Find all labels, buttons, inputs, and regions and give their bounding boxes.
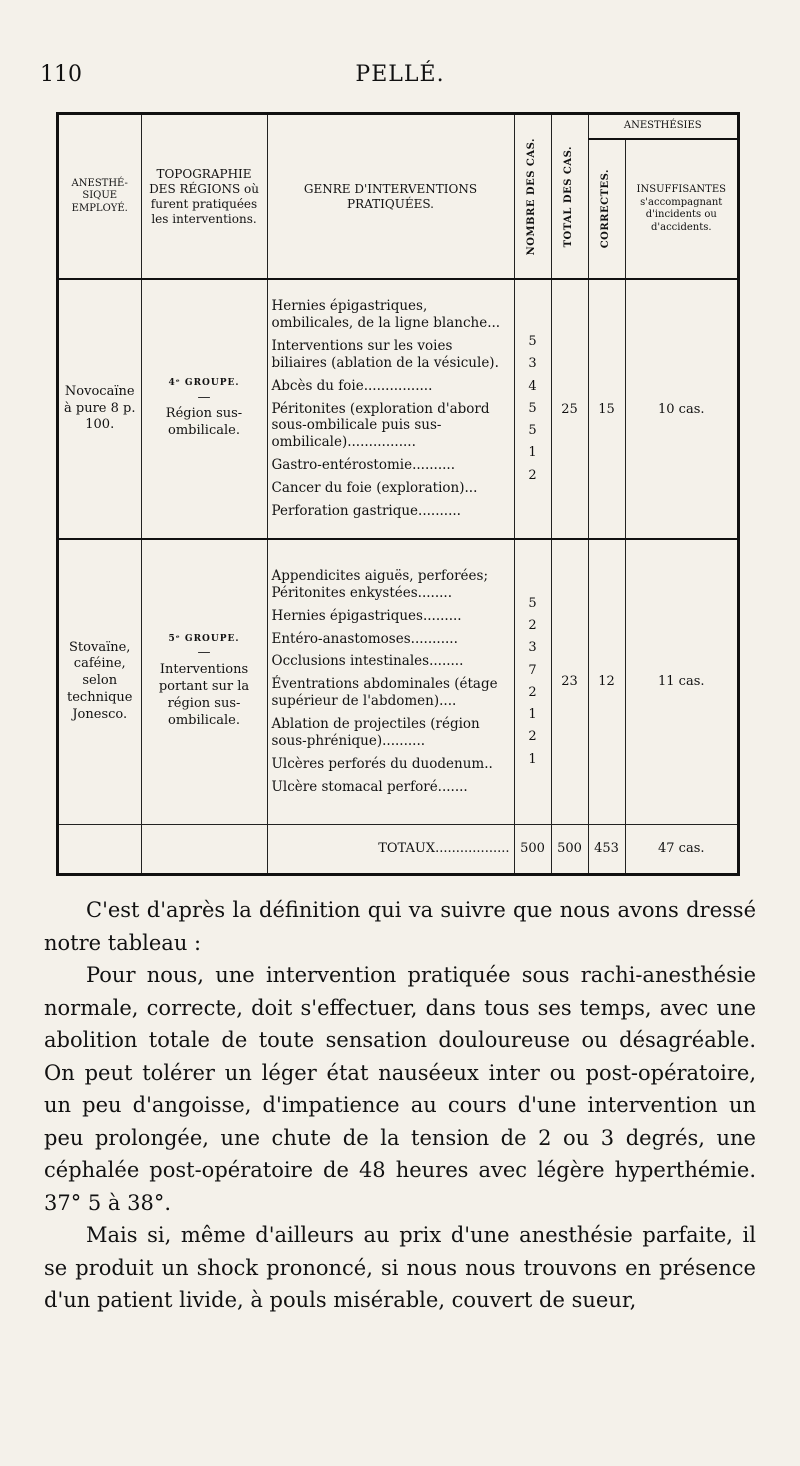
header-topographie: TOPOGRAPHIE DES RÉGIONS où furent pratiquées les interventions.	[141, 115, 267, 279]
totals-insuffisantes: 47 cas.	[625, 824, 737, 873]
header-total: TOTAL DES CAS.	[563, 145, 575, 248]
totals-total: 500	[551, 824, 588, 873]
region-label: Région sus-ombilicale.	[165, 406, 243, 439]
case-count: 4	[528, 378, 537, 394]
list-item: Ablation de projectiles (région sous-phrénique)..........	[271, 716, 480, 749]
statistics-table	[56, 112, 740, 876]
group-insuffisantes: 11 cas.	[658, 674, 705, 690]
header-anesthesique: ANESTHÉ-SIQUE EMPLOYÉ.	[59, 115, 141, 279]
case-count: 5	[528, 334, 537, 350]
group-total: 23	[551, 539, 588, 824]
list-item: Éventrations abdominales (étage supérieur de l'abdomen)....	[271, 676, 498, 710]
case-count: 1	[528, 707, 537, 722]
case-count: 2	[528, 467, 537, 483]
case-count: 2	[528, 618, 537, 633]
group-insuffisantes: 10 cas.	[625, 279, 737, 539]
list-item: Gastro-entérostomie..........	[271, 457, 456, 474]
group-correctes: 15	[588, 279, 625, 539]
totals-row	[59, 824, 737, 873]
group-row-4: Novocaïne à pure 8 p. 100. 4ᵉ GROUPE. — Région sus-ombilicale. Hernies épigastriques, ombilicales, de la ligne blanche... Interventions sur les voies biliaires (ablation de la vésicule). Abcès du foie................ Péritonites (exploration d'abord sous-ombilicale puis sus-ombilicale)................ Gastro-entérostomie.......... Cancer du foie (exploration)... Perforation gastrique.......... 5 3 4 5 5 1 2 25 15 10 cas.	[59, 279, 737, 539]
list-item: Interventions sur les voies biliaires (ablation de la vésicule).	[271, 337, 499, 371]
header-correctes: CORRECTES.	[600, 169, 612, 249]
list-item: Péritonites (exploration d'abord sous-ombilicale puis sus-ombilicale)................	[271, 400, 490, 451]
header-genre: GENRE D'INTERVENTIONS PRATIQUÉES.	[267, 115, 514, 279]
case-count: 7	[528, 662, 537, 678]
page-number: 110	[40, 62, 82, 87]
case-count: 5	[528, 595, 537, 611]
case-count: 3	[528, 640, 537, 656]
list-item: Occlusions intestinales........	[271, 653, 464, 670]
header-anesthesies: ANESTHÉSIES	[588, 115, 737, 139]
list-item: Perforation gastrique..........	[271, 502, 461, 519]
running-head: PELLÉ.	[355, 62, 445, 87]
list-item: Cancer du foie (exploration)...	[271, 480, 478, 497]
body-text	[44, 894, 756, 1317]
paragraph: Mais si, même d'ailleurs au prix d'une anesthésie parfaite, il se produit un shock prononcé, si nous nous trouvons en présence d'un patient livide, à pouls misérable, couvert de sueur,	[44, 1223, 756, 1312]
list-item: Ulcères perforés du duodenum..	[271, 755, 493, 772]
case-count: 5	[528, 400, 537, 416]
case-count: 5	[528, 423, 537, 439]
list-item: Entéro-anastomoses...........	[271, 630, 458, 647]
list-item: Hernies épigastriques.........	[271, 607, 462, 624]
anesthesique-cell: Stovaïne, caféine, selon technique Jonesco.	[59, 539, 141, 824]
list-item: Appendicites aiguës, perforées; Péritonites enkystées........	[271, 567, 489, 601]
group-label: 4ᵉ GROUPE.	[168, 377, 240, 388]
paragraph: C'est d'après la définition qui va suivre que nous avons dressé notre tableau :	[44, 898, 756, 955]
group-label: 5ᵉ GROUPE.	[168, 633, 240, 644]
region-label: Interventions portant sur la région sus-ombilicale.	[158, 662, 250, 728]
group-correctes: 12	[588, 539, 625, 824]
case-count: 1	[528, 751, 537, 767]
case-count: 3	[528, 356, 537, 372]
header-nombre: NOMBRE DES CAS.	[526, 137, 538, 256]
totals-nombre: 500	[514, 824, 551, 873]
paragraph: Pour nous, une intervention pratiquée sous rachi-anesthésie normale, correcte, doit s'effectuer, dans tous ses temps, avec une abolition totale de toute sensation douloureuse ou désagréable. On peut tolérer un léger état nauséeux inter ou post-opératoire, un peu d'angoisse, d'impatience au cours d'une intervention un peu prolongée, une chute de la tension de 2 ou 3 degrés, une céphalée post-opératoire de 48 heures avec légère hyperthémie. 37° 5 à 38°.	[44, 963, 756, 1215]
totals-label: TOTAUX..................	[267, 824, 514, 873]
anesthesique-cell: Novocaïne à pure 8 p. 100.	[59, 279, 141, 539]
case-count: 2	[528, 729, 537, 745]
list-item: Ulcère stomacal perforé.......	[271, 778, 468, 795]
case-count: 1	[528, 445, 537, 461]
totals-correctes: 453	[588, 824, 625, 873]
list-item: Hernies épigastriques, ombilicales, de la ligne blanche...	[271, 298, 501, 332]
group-total: 25	[551, 279, 588, 539]
group-row-5: Stovaïne, caféine, selon technique Jonesco. 5ᵉ GROUPE. — Interventions portant sur la région sus-ombilicale. Appendicites aiguës, perforées; Péritonites enkystées........ Hernies épigastriques......... Entéro-anastomoses........... Occlusions intestinales........ Éventrations abdominales (étage supérieur de l'abdomen).... Ablation de projectiles (région sous-phrénique).......... Ulcères perforés du duodenum.. Ulcère stomacal perforé....... 5 2 3 7 2 1 2 1 23 12 11 cas.	[59, 539, 737, 824]
list-item: Abcès du foie................	[271, 377, 433, 394]
case-count: 2	[528, 684, 537, 700]
header-insuffisantes: INSUFFISANTES s'accompagnant d'incidents ou d'accidents.	[625, 139, 737, 279]
